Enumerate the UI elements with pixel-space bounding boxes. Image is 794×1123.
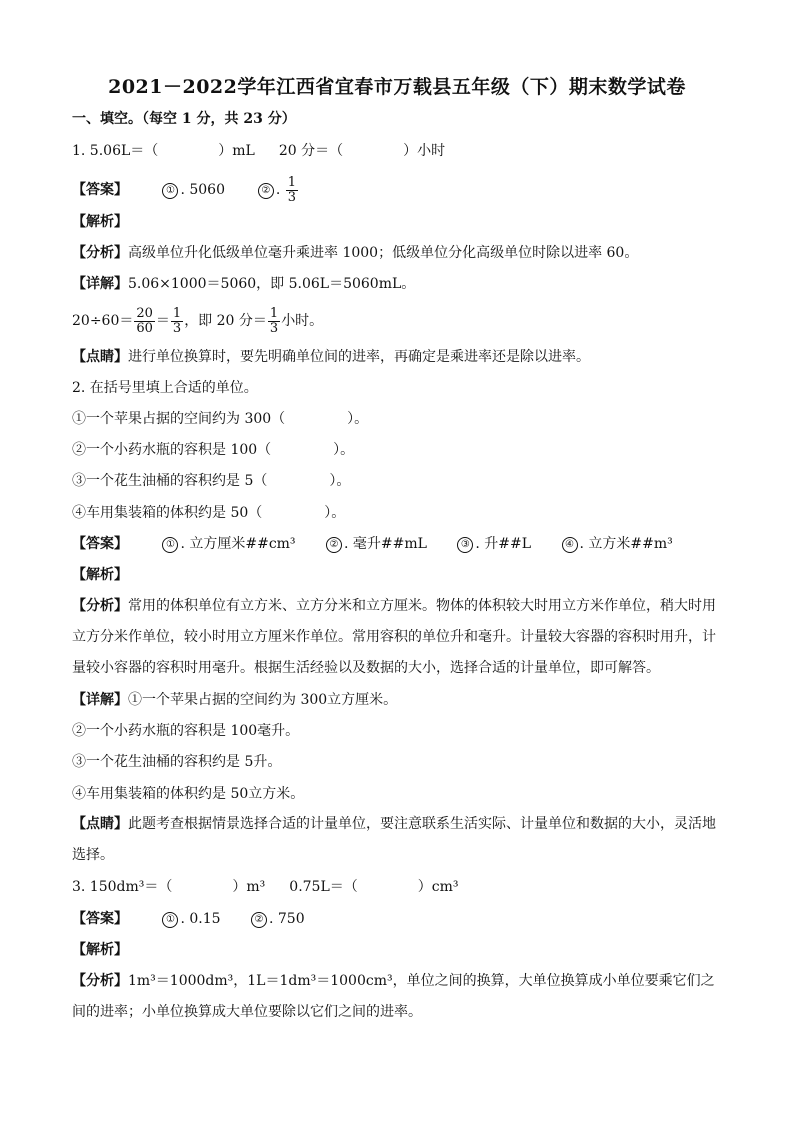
answer-number: ② xyxy=(258,183,274,199)
xiangjie-line: ④车用集装箱的体积约是 50立方米。 xyxy=(72,786,305,802)
q2-answer xyxy=(72,535,673,553)
denominator: 60 xyxy=(136,320,153,336)
answer-dot: . xyxy=(275,182,281,198)
q1-stem-b: ）mL xyxy=(218,143,255,159)
dianjing-text: 进行单位换算时，要先明确单位间的进率，再确定是乘进率还是除以进率。 xyxy=(128,349,590,365)
answer-value: . 立方厘米##cm³ xyxy=(180,536,296,552)
item-text: ②一个小药水瓶的容积是 100（ xyxy=(72,442,272,458)
numerator: 1 xyxy=(172,305,182,321)
fenxi-label: 【分析】 xyxy=(72,973,128,989)
item-text: ①一个苹果占据的空间约为 300（ xyxy=(72,411,286,427)
calc-equals: ＝ xyxy=(155,313,170,329)
item-text: ③一个花生油桶的容积约是 5（ xyxy=(72,473,268,489)
xiangjie-text: 5.06×1000＝5060，即 5.06L＝5060mL。 xyxy=(128,276,416,292)
denominator: 3 xyxy=(172,320,182,336)
page-title: 2021－2022学年江西省宜春市万载县五年级（下）期末数学试卷 xyxy=(108,76,686,98)
answer-value: . 0.15 xyxy=(180,911,221,927)
item-text: ）。 xyxy=(333,442,355,458)
q2-item xyxy=(72,472,350,490)
numerator: 20 xyxy=(136,305,153,321)
calc-fraction xyxy=(171,307,183,336)
answer-value: . 立方米##m³ xyxy=(579,536,673,552)
q1-fenxi xyxy=(72,244,638,262)
numerator: 1 xyxy=(287,174,297,190)
q3-stem-d: ）cm³ xyxy=(417,879,459,895)
denominator: 3 xyxy=(269,320,279,336)
question-2: 2. 在括号里填上合适的单位。 xyxy=(72,380,258,396)
q2-item xyxy=(72,504,345,522)
answer-value: . 750 xyxy=(268,911,305,927)
q1-answer xyxy=(72,172,299,208)
calc-fraction xyxy=(134,307,155,336)
answer-number: ② xyxy=(251,912,267,928)
answer-value: . 毫升##mL xyxy=(344,536,427,552)
q2-item xyxy=(72,410,368,428)
xiangjie-label: 【详解】 xyxy=(72,276,128,292)
q3-answer xyxy=(72,910,305,928)
fenxi-text: 高级单位升化低级单位毫升乘进率 1000；低级单位分化高级单位时除以进率 60。 xyxy=(128,245,639,261)
answer-number: ① xyxy=(162,537,178,553)
calc-text: 小时。 xyxy=(281,313,324,329)
fenxi-label: 【分析】 xyxy=(72,245,128,261)
q2-xiangjie xyxy=(72,691,397,709)
item-text: ④车用集装箱的体积约是 50（ xyxy=(72,505,263,521)
answer-number: ④ xyxy=(562,537,578,553)
q1-stem-a: 1. 5.06L＝（ xyxy=(72,143,159,159)
fenxi-text: 常用的体积单位有立方米、立方分米和立方厘米。物体的体积较大时用立方米作单位，稍大时用立方分米作单位，较小时用立方厘米作单位。常用容积的单位升和毫升。计量较大容器的容积时用升，计量较小容器的容积时用毫升。根据生活经验以及数据的大小，选择合适的计量单位，即可解答。 xyxy=(72,598,716,676)
dianjing-label: 【点睛】 xyxy=(72,816,128,832)
xiangjie-text: ①一个苹果占据的空间约为 300立方厘米。 xyxy=(128,692,398,708)
answer-value: . 升##L xyxy=(475,536,532,552)
denominator: 3 xyxy=(287,189,297,205)
q2-dianjing xyxy=(72,809,722,871)
dianjing-label: 【点睛】 xyxy=(72,349,128,365)
section-heading: 一、填空。（每空 1 分，共 23 分） xyxy=(72,111,296,127)
item-text: ）。 xyxy=(329,473,351,489)
answer-number: ① xyxy=(162,912,178,928)
calc-text: 20÷60＝ xyxy=(72,313,134,329)
xiangjie-label: 【详解】 xyxy=(72,692,128,708)
fenxi-label: 【分析】 xyxy=(72,598,128,614)
q1-stem-c: 20 分＝（ xyxy=(278,143,344,159)
answer-number: ③ xyxy=(457,537,473,553)
answer-number: ② xyxy=(326,537,342,553)
q3-stem-a: 3. 150dm³＝（ xyxy=(72,879,173,895)
item-text: ）。 xyxy=(347,411,369,427)
analysis-label: 【解析】 xyxy=(72,942,128,958)
question-3 xyxy=(72,878,458,896)
numerator: 1 xyxy=(269,305,279,321)
analysis-label: 【解析】 xyxy=(72,567,128,583)
q1-stem-d: ）小时 xyxy=(403,143,446,159)
calc-fraction xyxy=(268,307,280,336)
q1-calculation xyxy=(72,303,323,339)
xiangjie-line: ③一个花生油桶的容积约是 5升。 xyxy=(72,754,282,770)
answer-label: 【答案】 xyxy=(72,536,128,552)
q3-fenxi xyxy=(72,966,722,1028)
item-text: ）。 xyxy=(324,505,346,521)
fenxi-text: 1m³＝1000dm³，1L＝1dm³＝1000cm³，单位之间的换算，大单位换算成小单位要乘它们之间的进率；小单位换算成大单位要除以它们之间的进率。 xyxy=(72,973,715,1020)
q1-xiangjie xyxy=(72,275,415,293)
q1-dianjing xyxy=(72,348,590,366)
answer-label: 【答案】 xyxy=(72,911,128,927)
answer-label: 【答案】 xyxy=(72,182,128,198)
answer-fraction xyxy=(286,176,298,205)
answer-number: ① xyxy=(162,183,178,199)
analysis-label: 【解析】 xyxy=(72,214,128,230)
question-1 xyxy=(72,142,445,160)
q2-fenxi xyxy=(72,591,722,684)
xiangjie-line: ②一个小药水瓶的容积是 100毫升。 xyxy=(72,723,300,739)
dianjing-text: 此题考查根据情景选择合适的计量单位，要注意联系生活实际、计量单位和数据的大小，灵活地选择。 xyxy=(72,816,716,863)
q3-stem-b: ）m³ xyxy=(232,879,266,895)
answer-value: . 5060 xyxy=(180,182,225,198)
calc-text: ，即 20 分＝ xyxy=(184,313,267,329)
q3-stem-c: 0.75L＝（ xyxy=(289,879,358,895)
q2-item xyxy=(72,441,354,459)
